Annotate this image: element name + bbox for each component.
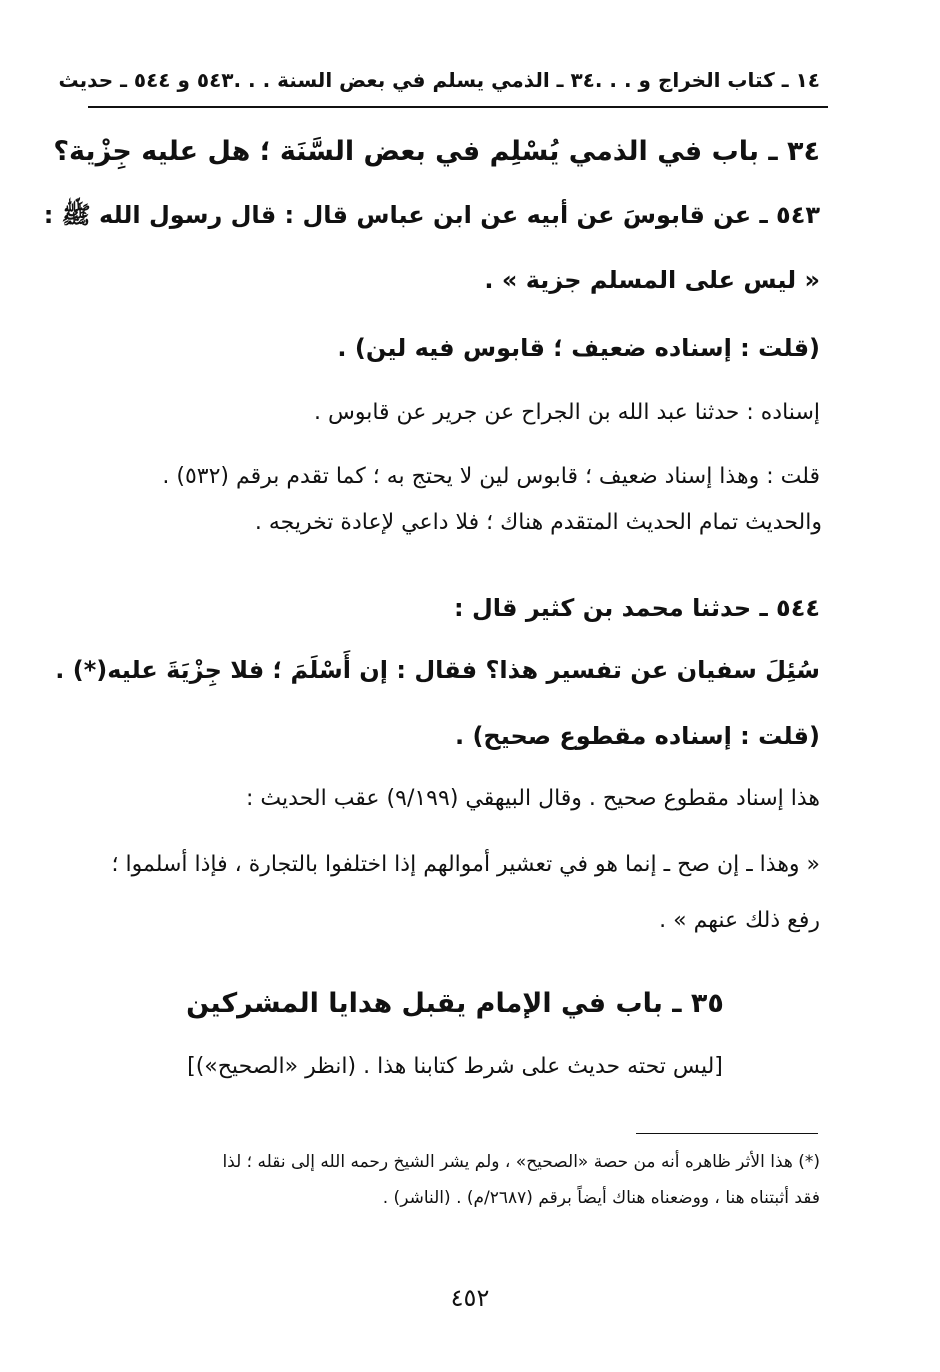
page-number: ٤٥٢: [450, 1284, 490, 1312]
hadith-543-text-line1: ٥٤٣ ـ عن قابوسَ عن أبيه عن ابن عباس قال : قال رسول الله ﷺ :: [43, 201, 820, 229]
footnote-line1: (*) هذا الأثر ظاهره أنه من حصة «الصحيح» ، ولم يشر الشيخ رحمه الله إلى نقله ؛ لذا: [222, 1152, 820, 1172]
footnote-rule: [636, 1133, 818, 1134]
hadith-544-grade: (قلت : إسناده مقطوع صحيح) .: [454, 722, 820, 750]
header-chapter: ١٤ ـ كتاب الخراج و . . .: [594, 68, 820, 92]
hadith-543-grade: (قلت : إسناده ضعيف ؛ قابوس فيه لين) .: [337, 334, 820, 362]
running-header: [58, 68, 820, 92]
hadith-543-comment-line1: قلت : وهذا إسناد ضعيف ؛ قابوس لين لا يحتج به ؛ كما تقدم برقم (٥٣٢) .: [162, 464, 820, 489]
header-section: ٣٤ ـ الذمي يسلم في بعض السنة . . .: [233, 68, 595, 92]
chapter-35-note: [ليس تحته حديث على شرط كتابنا هذا . (انظر «الصحيح»)]: [187, 1054, 723, 1079]
hadith-544-comment-line2: « وهذا ـ إن صح ـ إنما هو في تعشير أموالهم إذا اختلفوا بالتجارة ، فإذا أسلموا ؛: [111, 852, 820, 877]
hadith-543-text-line2: « ليس على المسلم جزية » .: [484, 266, 820, 294]
footnote-line2: فقد أثبتناه هنا ، ووضعناه هناك أيضاً برقم (٢٦٨٧/م) . (الناشر) .: [382, 1188, 820, 1208]
hadith-543-comment-line2: والحديث تمام الحديث المتقدم هناك ؛ فلا داعي لإعادة تخريجه .: [254, 510, 822, 535]
hadith-544-comment-line1: هذا إسناد مقطوع صحيح . وقال البيهقي (٩/١٩٩) عقب الحديث :: [246, 786, 820, 811]
hadith-544-text-line2: سُئِلَ سفيان عن تفسير هذا؟ فقال : إن أَسْلَمَ ؛ فلا جِزْيَةَ عليه(*) .: [55, 656, 820, 684]
header-hadith-range: ٥٤٣ و ٥٤٤ ـ حديث: [58, 68, 234, 92]
hadith-544-text-line1: ٥٤٤ ـ حدثنا محمد بن كثير قال :: [454, 594, 820, 622]
hadith-544-comment-line3: رفع ذلك عنهم » .: [659, 908, 820, 933]
hadith-543-isnad: إسناده : حدثنا عبد الله بن الجراح عن جرير عن قابوس .: [313, 400, 820, 425]
chapter-34-title: ٣٤ ـ باب في الذمي يُسْلِم في بعض السَّنَة ؛ هل عليه جِزْية؟: [53, 136, 820, 167]
header-rule: [88, 106, 828, 108]
chapter-35-title: ٣٥ ـ باب في الإمام يقبل هدايا المشركين: [186, 988, 724, 1019]
